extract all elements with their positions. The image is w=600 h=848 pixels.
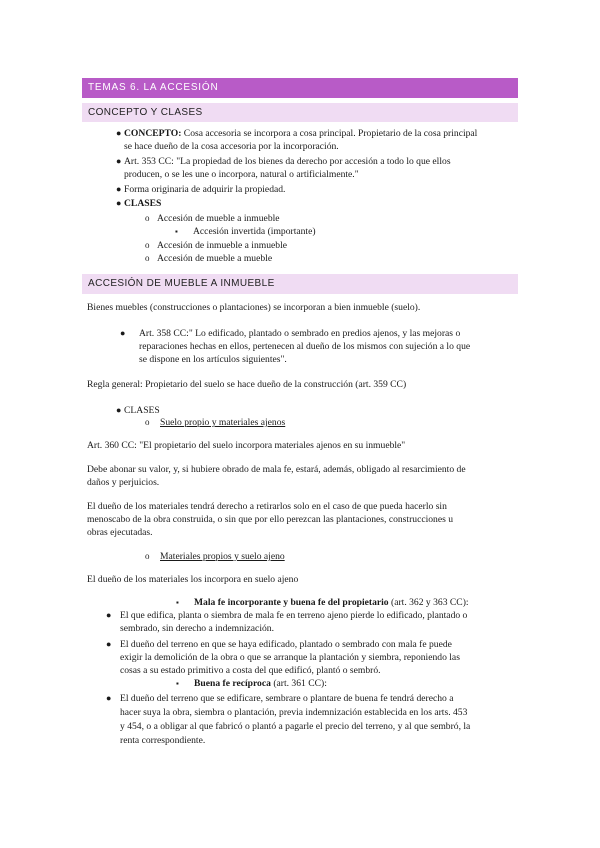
mala-fe-label: Mala fe incorporante y buena fe del propietario	[194, 597, 389, 608]
art358-line-2: reparaciones hechas en ellos, pertenecen al dueño de los mismos con sujeción a lo que	[139, 341, 471, 352]
bullet-disc-icon: ●	[106, 610, 112, 620]
art358-line-1: Art. 358 CC:" Lo edificado, plantado o sembrado en predios ajenos, y las mejoras o	[139, 328, 461, 339]
suelo-propio-heading: Suelo propio y materiales ajenos	[160, 417, 286, 428]
bienes-muebles-intro: Bienes muebles (construcciones o plantaciones) se incorporan a bien inmueble (suelo).	[87, 302, 421, 313]
materiales-propios-heading: Materiales propios y suelo ajeno	[160, 551, 285, 562]
bullet-disc-icon: ●	[116, 405, 122, 415]
concepto-line-2: se hace dueño de la cosa accesoria por la incorporación.	[124, 141, 339, 152]
edifica-line-1: El que edifica, planta o siembra de mala fe en terreno ajeno pierde lo edificado, plantado o	[120, 610, 468, 621]
edificare-line-4: renta correspondiente.	[120, 735, 206, 746]
abonar-line-2: daños y perjuicios.	[87, 477, 160, 488]
regla-general: Regla general: Propietario del suelo se hace dueño de la construcción (art. 359 CC)	[87, 379, 407, 390]
bullet-circle-icon: o	[145, 417, 150, 427]
bullet-square-icon: ▪	[176, 679, 179, 688]
terreno-line-3: cosas a su estado primitivo a costa del que edificó, plantó o sembró.	[120, 665, 381, 676]
section-heading-concepto: CONCEPTO Y CLASES	[82, 103, 518, 122]
bullet-circle-icon: o	[145, 213, 150, 223]
clases-label: CLASES	[124, 198, 162, 209]
clases-heading-2: CLASES	[124, 405, 160, 416]
art358-line-3: se dispone en los artículos siguientes".	[139, 354, 287, 365]
bullet-disc-icon: ●	[116, 198, 122, 208]
concepto-label: CONCEPTO:	[124, 128, 182, 139]
bullet-disc-icon: ●	[106, 693, 112, 703]
edificare-line-2: hacer suya la obra, siembra o plantación, previa indemnización establecida en los arts. 453	[120, 707, 468, 718]
edificare-line-1: El dueño del terreno que se edificare, sembrare o plantare de buena fe tendrá derecho a	[120, 693, 454, 704]
dueno-materiales-line-1: El dueño de los materiales tendrá derecho a retirarlos solo en el caso de que pueda hacerlo sin	[87, 501, 447, 512]
section-heading-mueble-inmueble: ACCESIÓN DE MUEBLE A INMUEBLE	[82, 274, 518, 294]
terreno-line-1: El dueño del terreno en que se haya edificado, plantado o sembrado con mala fe puede	[120, 639, 452, 650]
bullet-circle-icon: o	[145, 551, 150, 561]
bullet-disc-icon: ●	[116, 128, 122, 138]
bullet-square-icon: ▪	[175, 227, 178, 236]
forma-originaria: Forma originaria de adquirir la propiedad.	[124, 184, 286, 195]
bullet-disc-icon: ●	[106, 639, 112, 649]
clases-heading	[124, 197, 161, 210]
clase-inmueble-inmueble: Accesión de inmueble a inmueble	[157, 240, 288, 251]
buena-fe-label: Buena fe recíproca	[194, 678, 271, 689]
bullet-square-icon: ▪	[176, 598, 179, 607]
edificare-line-3: y 454, o a obligar al que fabricó o plantó a pagarle el precio del terreno, y al que sembró, la	[120, 721, 471, 732]
abonar-line-1: Debe abonar su valor, y, si hubiere obrado de mala fe, estará, además, obligado al resarcimiento de	[87, 464, 466, 475]
clase-mueble-inmueble: Accesión de mueble a inmueble	[157, 213, 280, 224]
clase-mueble-mueble: Accesión de mueble a mueble	[157, 253, 273, 264]
dueno-materiales-line-3: obras ejecutadas.	[87, 527, 153, 538]
bullet-disc-icon: ●	[116, 184, 122, 194]
incorpora-suelo-ajeno: El dueño de los materiales los incorpora en suelo ajeno	[87, 574, 299, 585]
bullet-disc-icon: ●	[120, 328, 126, 338]
bullet-disc-icon: ●	[116, 156, 122, 166]
buena-fe-reciproca-heading	[194, 677, 327, 690]
accesion-invertida: Accesión invertida (importante)	[193, 226, 316, 237]
art353-line-1: Art. 353 CC: "La propiedad de los bienes da derecho por accesión a todo lo que ellos	[124, 156, 451, 167]
concepto-line-1	[124, 127, 477, 140]
page-title: TEMAS 6. LA ACCESIÓN	[82, 78, 518, 98]
art360-quote: Art. 360 CC: "El propietario del suelo incorpora materiales ajenos en su inmueble"	[87, 440, 406, 451]
dueno-materiales-line-2: menoscabo de la obra construida, o sin que por ello perezcan las plantaciones, construcciones u	[87, 514, 454, 525]
terreno-line-2: exigir la demolición de la obra o que se arranque la plantación y siembra, reponiendo las	[120, 652, 460, 663]
edifica-line-2: sembrado, sin derecho a indemnización.	[120, 623, 274, 634]
concepto-text: Cosa accesoria se incorpora a cosa principal. Propietario de la cosa principal	[181, 128, 478, 139]
bullet-circle-icon: o	[145, 253, 150, 263]
bullet-circle-icon: o	[145, 240, 150, 250]
buena-fe-articles: (art. 361 CC):	[270, 678, 327, 689]
art353-line-2: producen, o se les une o incorpora, natural o artificialmente."	[124, 169, 359, 180]
mala-fe-heading	[194, 596, 469, 609]
mala-fe-articles: (art. 362 y 363 CC):	[388, 597, 469, 608]
